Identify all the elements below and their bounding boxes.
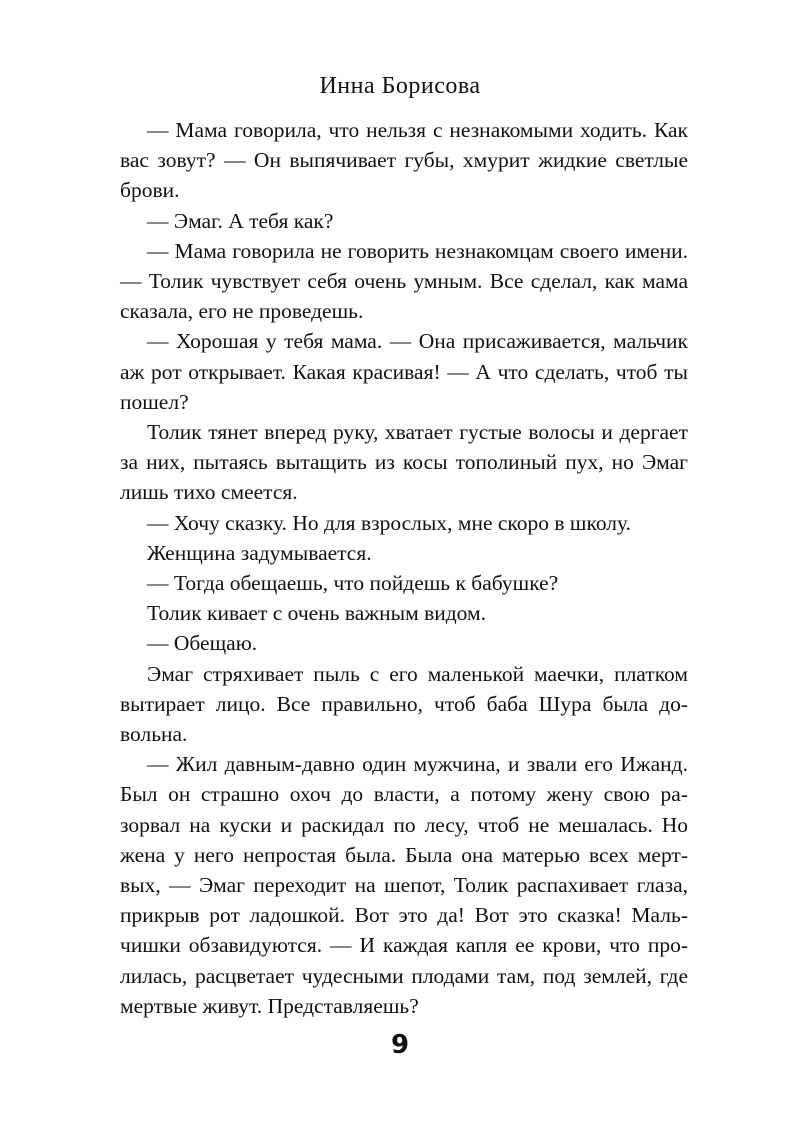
body-text — [120, 115, 688, 1021]
paragraph: — Эмаг. А тебя как? — [147, 208, 334, 233]
paragraph: Эмаг стряхивает пыль с его маленькой маечки, платком вытирает лицо. Все правильно, чтоб баба Шура была довольна. — [120, 661, 688, 747]
paragraph: — Хочу сказку. Но для взрослых, мне скоро в школу. — [147, 510, 632, 535]
paragraph: Толик кивает с очень важным видом. — [147, 601, 486, 626]
running-head-author: Инна Борисова — [319, 73, 481, 99]
paragraph: Женщина задумывается. — [147, 540, 372, 565]
paragraph: — Тогда обещаешь, что пойдешь к бабушке? — [147, 571, 559, 596]
paragraph: — Обещаю. — [147, 631, 258, 656]
paragraph: — Мама говорила, что нельзя с незнакомыми ходить. Как вас зовут? — Он выпячивает губы, хмурит жидкие светлые брови. — [120, 118, 688, 203]
paragraph: — Хорошая у тебя мама. — Она присаживается, мальчик аж рот открывает. Какая красивая! — А что сделать, чтоб ты пошел? — [120, 329, 688, 414]
paragraph: Толик тянет вперед руку, хватает густые волосы и дергает за них, пытаясь вытащить из косы тополиный пух, но Эмаг лишь тихо смеется. — [120, 420, 688, 505]
paragraph: — Жил давным-давно один мужчина, и звали его Ижанд. Был он страшно охоч до власти, а потому жену свою разорвал на куски и раскидал по лесу, чтоб не мешалась. Но жена у него непростая была. Была она матерью всех мертвых, — Эмаг переходит на шепот, Толик распахивает глаза, прикрыв рот ладошкой. Вот это да! Вот это сказка! Мальчишки обзавидуются. — И каждая капля ее крови, что пролилась, расцветает чудесными плодами там, под землей, где мертвые живут. Представляешь? — [120, 752, 688, 1018]
page-number: 9 — [390, 1030, 410, 1060]
paragraph: — Мама говорила не говорить незнакомцам своего имени. — Толик чувствует себя очень умным. Все сделал, как мама сказала, его не проведешь. — [120, 238, 688, 324]
